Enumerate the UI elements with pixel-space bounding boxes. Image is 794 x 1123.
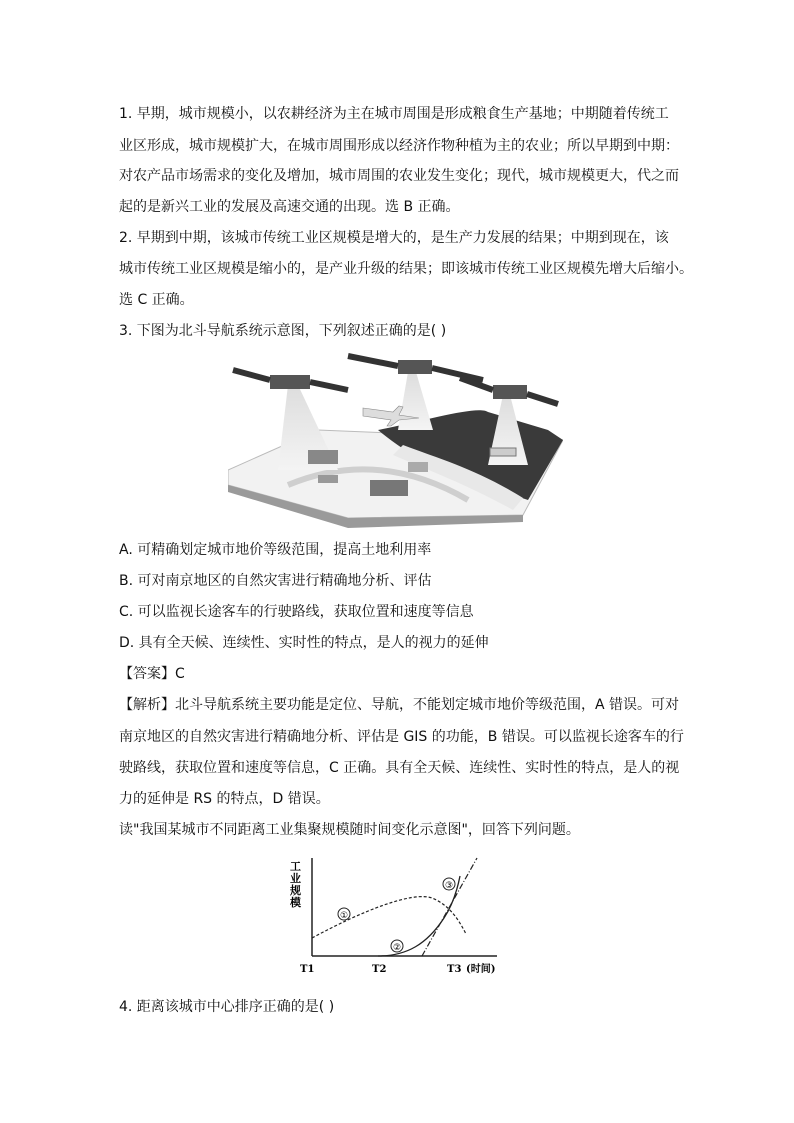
industry-scale-chart — [282, 856, 514, 978]
p2-line-1: 2. 早期到中期，该城市传统工业区规模是增大的，是生产力发展的结果；中期到现在，该 — [119, 230, 669, 246]
p1-line-1: 1. 早期，城市规模小，以农耕经济为主在城市周围是形成粮食生产基地；中期随着传统工 — [119, 106, 669, 122]
series-1-label: ① — [339, 911, 349, 921]
x-tick-t3: T3 — [447, 964, 462, 975]
option-c: C. 可以监视长途客车的行驶路线，获取位置和速度等信息 — [119, 604, 474, 620]
series-3-curve — [422, 858, 477, 956]
p1-line-4: 起的是新兴工业的发展及高速交通的出现。选 B 正确。 — [119, 199, 460, 215]
beidou-navigation-illustration — [228, 350, 563, 530]
series-1-curve — [312, 897, 466, 938]
x-tick-t1: T1 — [300, 964, 315, 975]
analysis-line-2: 南京地区的自然灾害进行精确地分析、评估是 GIS 的功能，B 错误。可以监视长途客车的行 — [119, 729, 684, 745]
x-axis-label: (时间) — [466, 964, 496, 975]
ship-icon — [490, 448, 516, 456]
question-4: 4. 距离该城市中心排序正确的是( ) — [119, 999, 335, 1015]
answer-line: 【答案】C — [119, 666, 185, 682]
car-icon — [318, 475, 338, 483]
analysis-line-3: 驶路线，获取位置和速度等信息，C 正确。具有全天候、连续性、实时性的特点，是人的视 — [119, 760, 680, 776]
bus-icon — [370, 480, 408, 496]
p2-line-3: 选 C 正确。 — [119, 292, 194, 308]
series-3-label: ③ — [444, 881, 454, 891]
building-icon — [308, 450, 338, 464]
option-b: B. 可对南京地区的自然灾害进行精确地分析、评估 — [119, 573, 432, 589]
option-a: A. 可精确划定城市地价等级范围，提高土地利用率 — [119, 542, 432, 558]
question-3: 3. 下图为北斗导航系统示意图，下列叙述正确的是( ) — [119, 323, 447, 339]
x-tick-t2: T2 — [372, 964, 387, 975]
y-axis-label: 工业规模 — [290, 860, 301, 909]
satellite-left-icon — [233, 370, 348, 390]
option-d: D. 具有全天候、连续性、实时性的特点，是人的视力的延伸 — [119, 635, 489, 651]
p1-line-3: 对农产品市场需求的变化及增加，城市周围的农业发生变化；现代，城市规模更大，代之而 — [119, 168, 679, 184]
series-2-label: ② — [392, 943, 402, 953]
p2-line-2: 城市传统工业区规模是缩小的，是产业升级的结果；即该城市传统工业区规模先增大后缩小。 — [119, 261, 693, 277]
analysis-line-4: 力的延伸是 RS 的特点，D 错误。 — [119, 791, 330, 807]
p1-line-2: 业区形成，城市规模扩大，在城市周围形成以经济作物种植为主的农业；所以早期到中期： — [119, 138, 679, 154]
truck-icon — [408, 462, 428, 472]
analysis-line-1: 【解析】北斗导航系统主要功能是定位、导航，不能划定城市地价等级范围，A 错误。可对 — [119, 697, 680, 713]
chart-intro: 读"我国某城市不同距离工业集聚规模随时间变化示意图"，回答下列问题。 — [119, 822, 580, 838]
